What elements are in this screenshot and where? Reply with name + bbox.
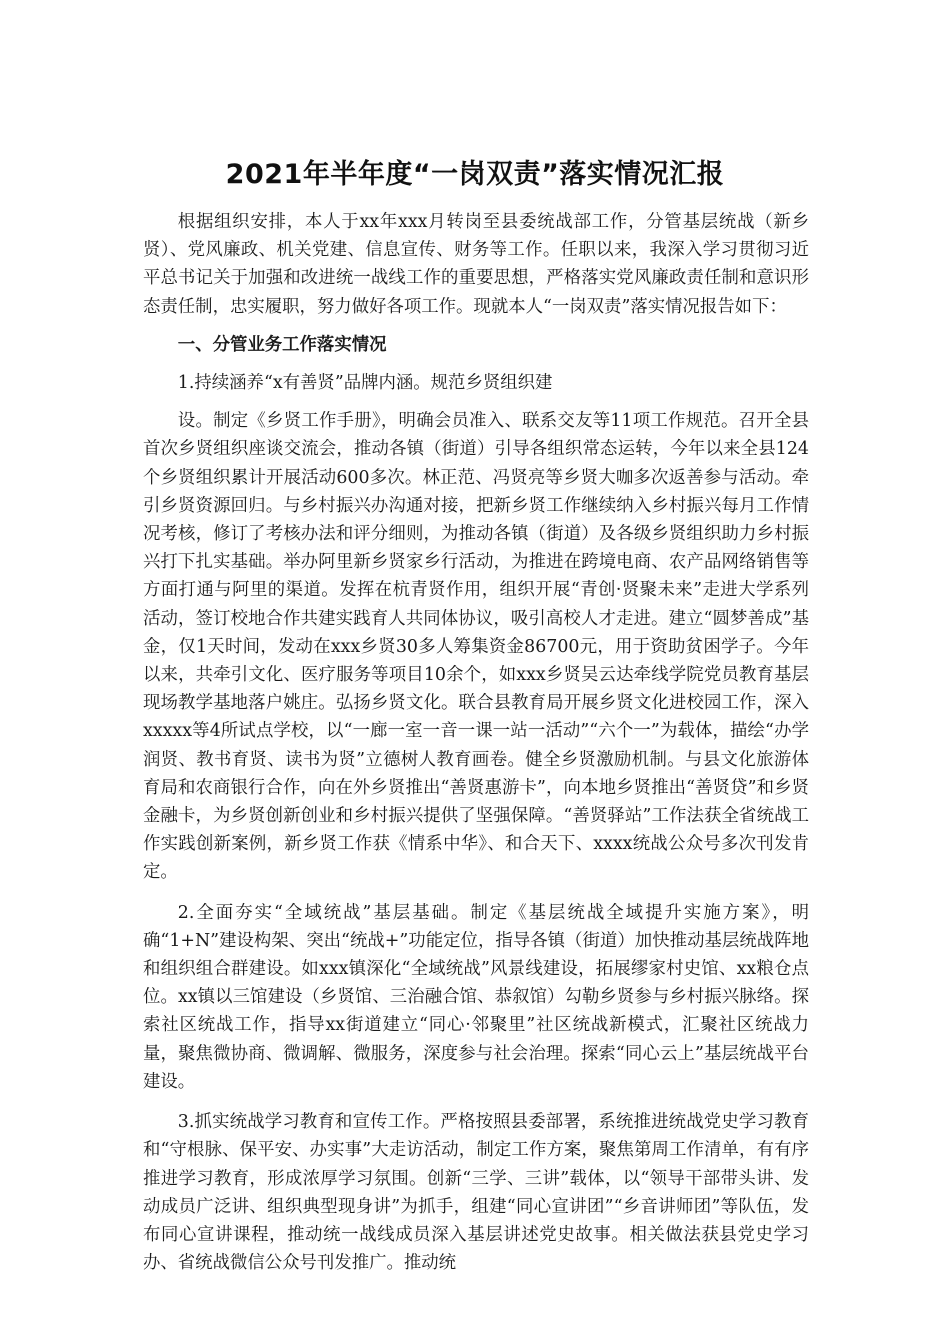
item1-paragraph: 设。制定《乡贤工作手册》，明确会员准入、联系交友等11项工作规范。召开全县首次乡贤组织座谈交流会，推动各镇（街道）引导各组织常态运转，今年以来全县124个乡贤组织累计开展活动600多次。林正范、冯贤亮等乡贤大咖多次返善参与活动。牵引乡贤资源回归。与乡村振兴办沟通对接，把新乡贤工作继续纳入乡村振兴每月工作情况考核，修订了考核办法和评分细则，为推动各镇（街道）及各级乡贤组织助力乡村振兴打下扎实基础。举办阿里新乡贤家乡行活动，为推进在跨境电商、农产品网络销售等方面打通与阿里的渠道。发挥在杭青贤作用，组织开展“青创·贤聚未来”走进大学系列活动，签订校地合作共建实践育人共同体协议，吸引高校人才走进。建立“圆梦善成”基金，仅1天时间，发动在xxx乡贤30多人筹集资金86700元，用于资助贫困学子。今年以来，共牵引文化、医疗服务等项目10余个，如xxx乡贤吴云达牵线学院党员教育基层现场教学基地落户姚庄。弘扬乡贤文化。联合县教育局开展乡贤文化进校园工作，深入xxxxx等4所试点学校，以“一廊一室一音一课一站一活动”“六个一”为载体，描绘“办学润贤、教书育贤、读书为贤”立德树人教育画卷。健全乡贤激励机制。与县文化旅游体育局和农商银行合作，向在外乡贤推出“善贤惠游卡”，向本地乡贤推出“善贤贷”和乡贤金融卡，为乡贤创新创业和乡村振兴提供了坚强保障。“善贤驿站”工作法获全省统战工作实践创新案例，新乡贤工作获《情系中华》、和合天下、xxxx统战公众号多次刊发肯定。 [143, 411, 809, 883]
document-title: 2021年半年度“一岗双责”落实情况汇报 [225, 159, 725, 190]
item1-heading: 1.持续涵养“x有善贤”品牌内涵。规范乡贤组织建 [177, 373, 553, 394]
item3-paragraph: 3.抓实统战学习教育和宣传工作。严格按照县委部署，系统推进统战党史学习教育和“守根脉、保平安、办实事”大走访活动，制定工作方案，聚焦第周工作清单，有有序推进学习教育，形成浓厚学习氛围。创新“三学、三讲”载体，以“领导干部带头讲、发动成员广泛讲、组织典型现身讲”为抓手，组建“同心宣讲团”“乡音讲师团”等队伍，发布同心宣讲课程，推动统一战线成员深入基层讲述党史故事。相关做法获县党史学习办、省统战微信公众号刊发推广。推动统 [143, 1112, 809, 1274]
item2-paragraph: 2.全面夯实“全域统战”基层基础。制定《基层统战全域提升实施方案》，明确“1+N”建设构架、突出“统战+”功能定位，指导各镇（街道）加快推动基层统战阵地和组织组合群建设。如xxx镇深化“全域统战”风景线建设，拓展缪家村史馆、xx粮仓点位。xx镇以三馆建设（乡贤馆、三治融合馆、恭叙馆）勾勒乡贤参与乡村振兴脉络。探索社区统战工作，指导xx街道建立“同心·邻聚里”社区统战新模式，汇聚社区统战力量，聚焦微协商、微调解、微服务，深度参与社会治理。探索“同心云上”基层统战平台建设。 [143, 902, 809, 1092]
document-body [143, 208, 809, 1277]
section-heading: 一、分管业务工作落实情况 [177, 334, 387, 355]
intro-paragraph: 根据组织安排，本人于xx年xxx月转岗至县委统战部工作，分管基层统战（新乡贤）、党风廉政、机关党建、信息宣传、财务等工作。任职以来，我深入学习贯彻习近平总书记关于加强和改进统一战线工作的重要思想，严格落实党风廉政责任制和意识形态责任制，忠实履职，努力做好各项工作。现就本人“一岗双责”落实情况报告如下： [143, 212, 809, 317]
